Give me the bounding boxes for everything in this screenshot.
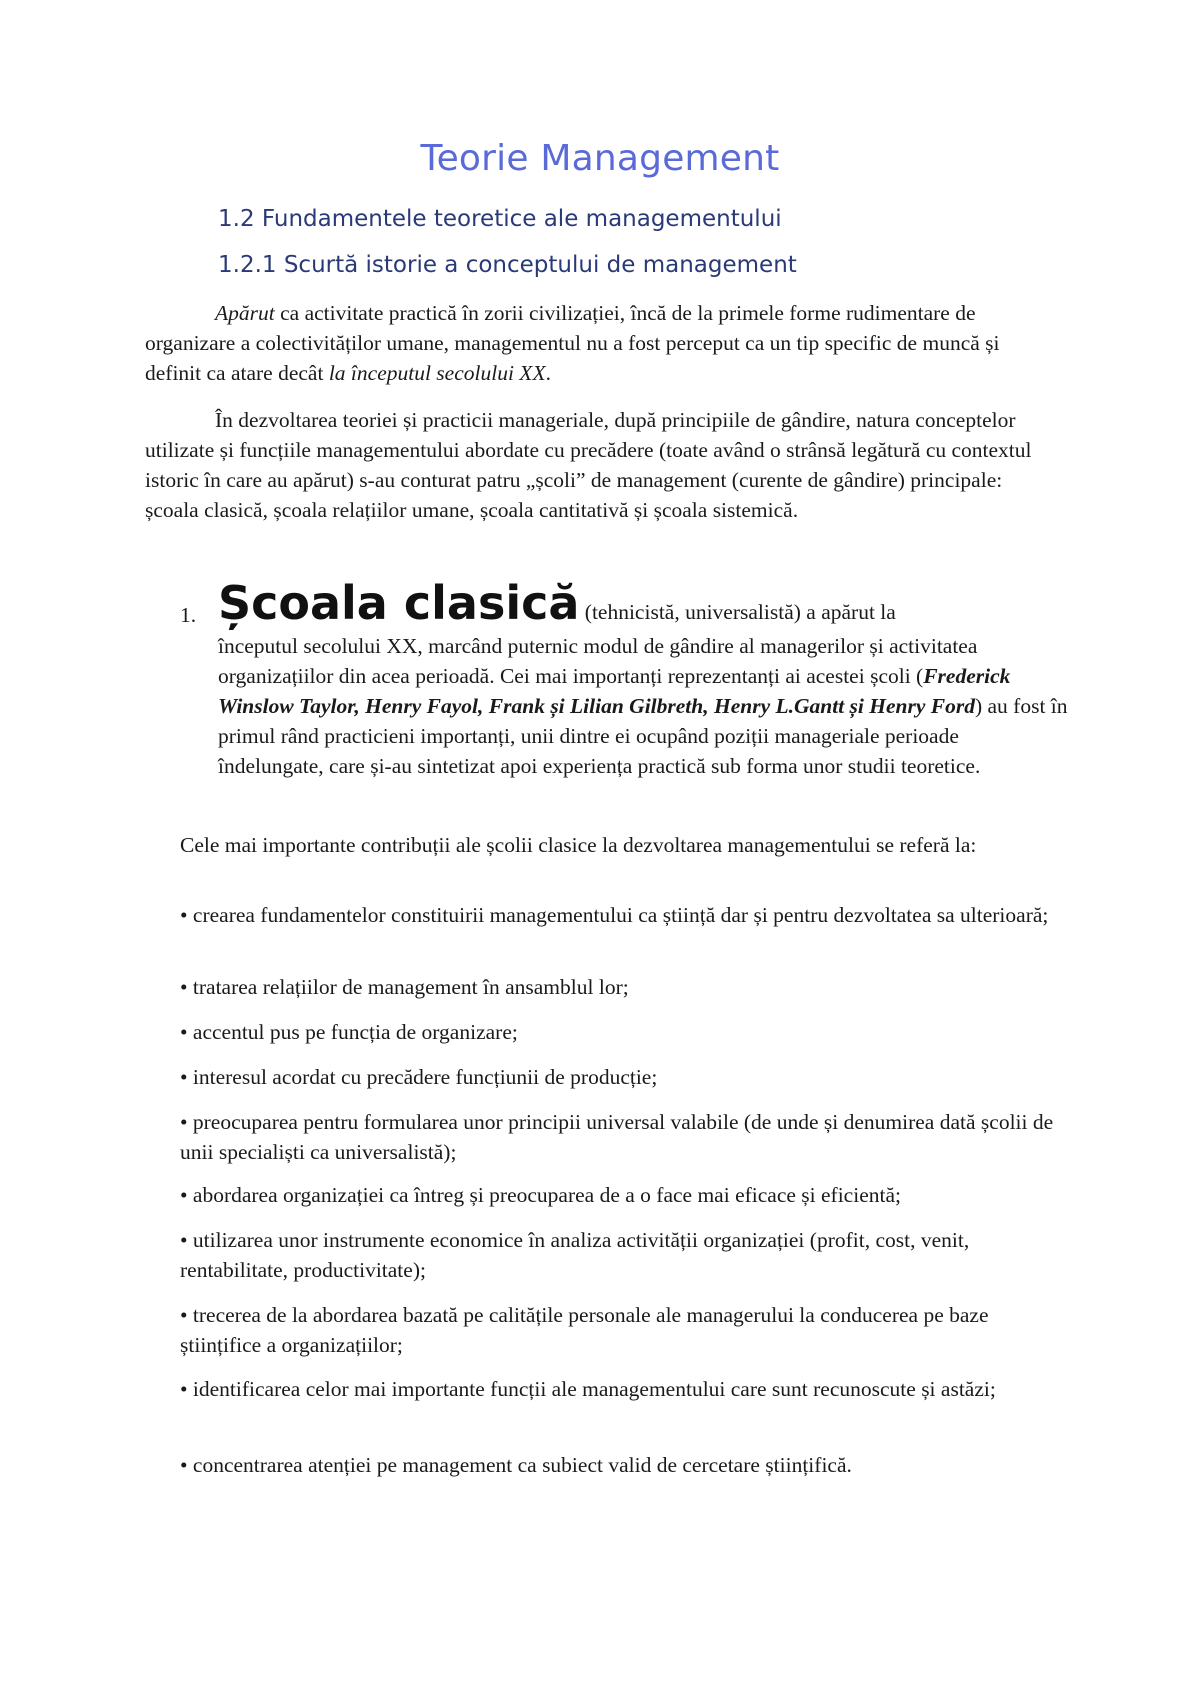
section-heading-1-2: 1.2 Fundamentele teoretice ale managementului (218, 206, 782, 232)
list-item: • identificarea celor mai importante funcții ale managementului care sunt recunoscute și astăzi; (180, 1377, 996, 1401)
list-number: 1. (180, 603, 197, 627)
intro-paragraph (145, 298, 1060, 388)
list-item: • crearea fundamentelor constituirii managementului ca știință dar și pentru dezvoltatea sa ulterioară; (180, 903, 1049, 927)
numbered-item-body (218, 575, 1068, 781)
para3-text: Cele mai importante contribuții ale școlii clasice la dezvoltarea managementului se referă la: (180, 833, 977, 857)
school-heading: Școala clasică (218, 576, 580, 630)
contributions-paragraph (180, 830, 1060, 860)
representatives-names: Frederick Winslow Taylor, Henry Fayol, Frank și Lilian Gilbreth, Henry L.Gantt și Henry Ford (218, 664, 1011, 718)
document-title: Teorie Management (420, 138, 780, 179)
list-item: • abordarea organizației ca întreg și preocuparea de a o face mai eficace și eficientă; (180, 1183, 901, 1207)
section1-text-b: ) au fost în primul rând practicieni importanți, unii dintre ei ocupând poziții manageriale perioade îndelungate, care și-au sintetizat apoi experiența practică sub forma unor studii teoretice. (218, 694, 1068, 778)
list-item: • preocuparea pentru formularea unor principii universal valabile (de unde și denumirea dată școlii de unii specialiști ca universalistă); (180, 1110, 1054, 1164)
list-item: • tratarea relațiilor de management în ansamblul lor; (180, 975, 629, 999)
list-item: • interesul acordat cu precădere funcțiunii de producție; (180, 1065, 658, 1089)
italic-start: Apărut (215, 301, 275, 325)
list-item: • trecerea de la abordarea bazată pe calitățile personale ale managerului la conducerea pe baze științifice a organizațiilor; (180, 1303, 989, 1357)
heading-continuation: (tehnicistă, universalistă) a apărut la (579, 600, 896, 624)
list-item: • concentrarea atenției pe management ca subiect valid de cercetare științifică. (180, 1453, 852, 1477)
para1-text-a: ca activitate practică în zorii civilizației, încă de la primele forme rudimentare de organizare a colectivităților umane, managementul nu a fost perceput ca un tip specific de muncă și definit ca atare decât (145, 301, 1000, 385)
italic-end: la începutul secolului XX (328, 361, 546, 385)
para1-text-b: . (545, 361, 551, 385)
para2-text: În dezvoltarea teoriei și practicii manageriale, după principiile de gândire, natura conceptelor utilizate și funcțiile managementului abordate cu precădere (toate având o strânsă legătură cu contextul istoric în care au apărut) s-au conturat patru „școli” de management (curente de gândire) principale: școala clasică, școala relațiilor umane, școala cantitativă și școala sistemică. (145, 408, 1032, 522)
section-heading-1-2-1: 1.2.1 Scurtă istorie a conceptului de management (218, 252, 797, 278)
list-item: • accentul pus pe funcția de organizare; (180, 1020, 518, 1044)
schools-paragraph (145, 405, 1060, 525)
section1-text-a: începutul secolului XX, marcând puternic modul de gândire al managerilor și activitatea organizațiilor din acea perioadă. Cei mai importanți reprezentanți ai acestei școli ( (218, 634, 978, 688)
list-item: • utilizarea unor instrumente economice în analiza activității organizației (profit, cost, venit, rentabilitate, productivitate); (180, 1228, 970, 1282)
